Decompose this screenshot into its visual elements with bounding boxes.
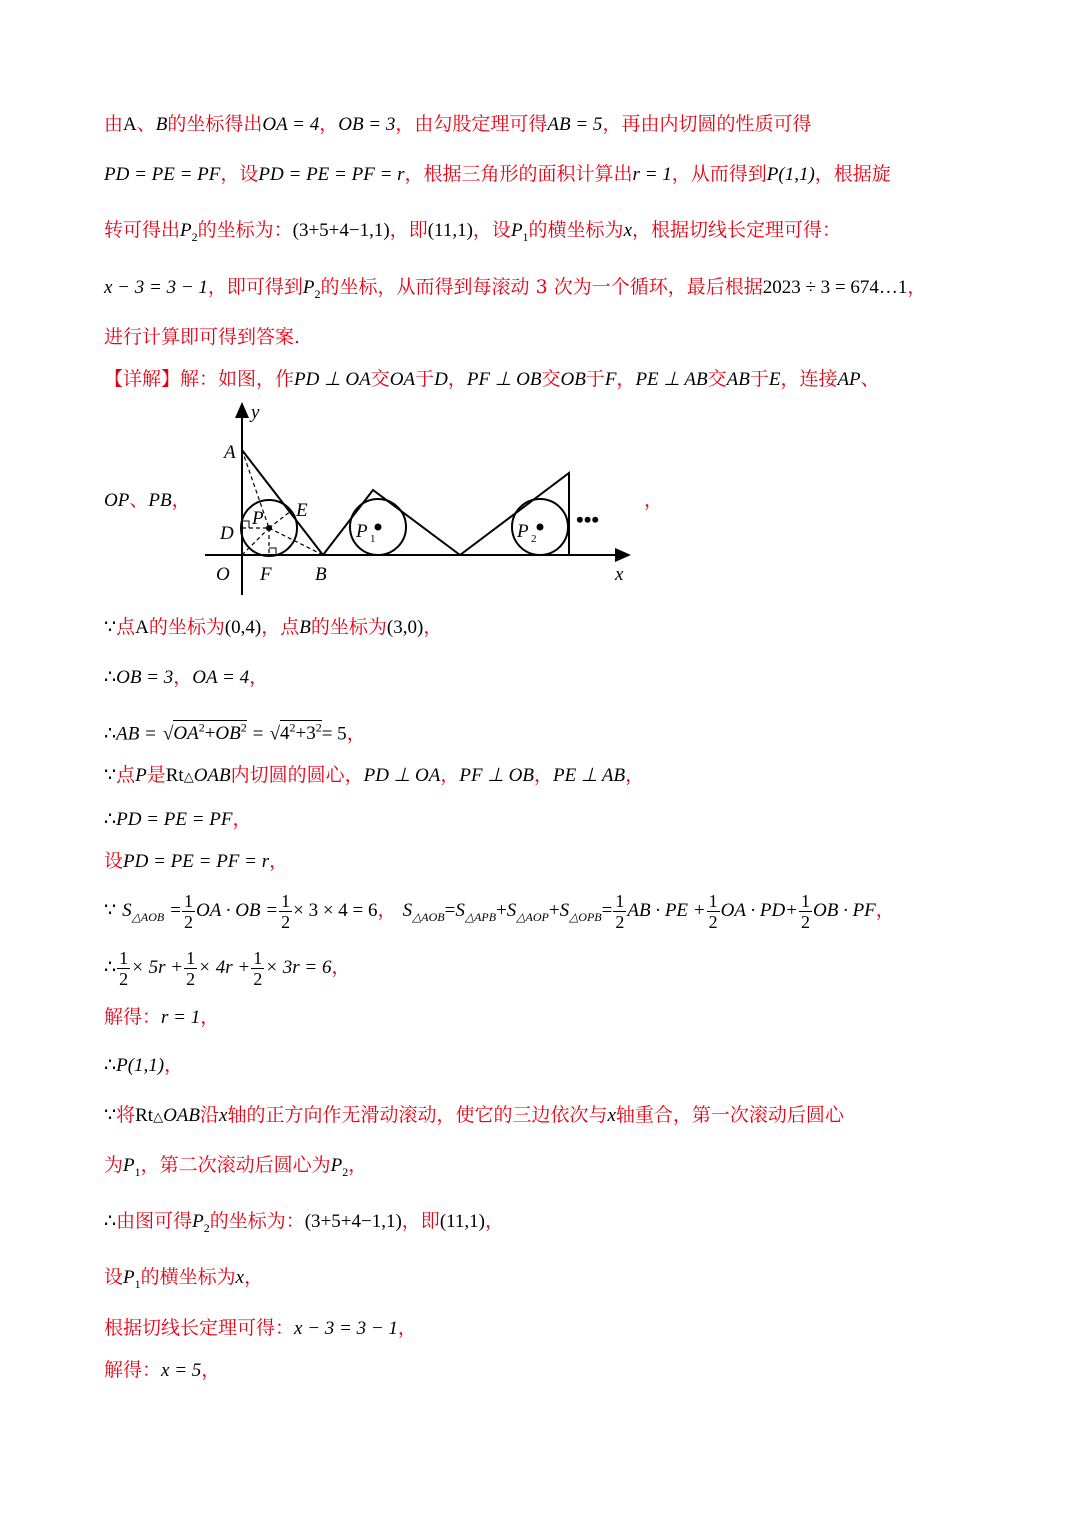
math: PD = PE = PF bbox=[116, 809, 233, 830]
subscript: 2 bbox=[342, 1164, 349, 1179]
text: ，再由内切圆的性质可得 bbox=[602, 113, 812, 135]
denominator: 2 bbox=[119, 968, 129, 989]
numerator: 1 bbox=[801, 890, 810, 911]
text: 转可得出 bbox=[104, 219, 181, 241]
text: 的横坐标为 bbox=[140, 1266, 236, 1288]
text: 的坐标，从而得到每滚动 3 次为一个循环，最后根据 bbox=[320, 276, 763, 298]
text: ， bbox=[249, 666, 269, 688]
math: + bbox=[496, 900, 507, 921]
label-x: x bbox=[615, 564, 624, 585]
text: 的坐标得出 bbox=[167, 113, 263, 135]
therefore: ∴ bbox=[104, 1211, 117, 1232]
therefore: ∴ bbox=[104, 667, 117, 688]
segment-pe bbox=[269, 511, 291, 528]
text: ，设 bbox=[472, 219, 511, 241]
text: ， bbox=[485, 1210, 505, 1232]
therefore: ∴ bbox=[104, 957, 117, 978]
center-p bbox=[266, 525, 272, 531]
math: E bbox=[768, 369, 781, 390]
text: ，根据切线长定理可得： bbox=[632, 219, 842, 241]
math-ob: OB = 3 bbox=[338, 114, 396, 135]
label-a: A bbox=[224, 442, 236, 463]
math: PE ⊥ AB bbox=[635, 369, 708, 390]
numerator: 1 bbox=[708, 890, 718, 911]
numerator: 1 bbox=[119, 947, 129, 968]
subscript: 1 bbox=[522, 229, 529, 244]
numerator: 1 bbox=[615, 890, 625, 911]
math: OA bbox=[389, 369, 416, 390]
step-9 bbox=[104, 1005, 219, 1030]
text: 解得： bbox=[104, 1359, 162, 1381]
text: ， bbox=[348, 1154, 368, 1176]
text: 点 bbox=[116, 616, 136, 638]
text: ， bbox=[164, 1054, 184, 1076]
fraction bbox=[184, 948, 197, 989]
point-b: B bbox=[155, 114, 168, 135]
text: 由 bbox=[104, 113, 124, 135]
analysis-line-5: 进行计算即可得到答案. bbox=[104, 326, 301, 348]
math-ab: AB = 5 bbox=[547, 114, 603, 135]
math: S bbox=[455, 900, 465, 921]
label-p: P bbox=[252, 508, 264, 529]
text: ， bbox=[232, 808, 252, 830]
text: ， bbox=[533, 764, 553, 786]
math: OA = 4 bbox=[192, 667, 250, 688]
right-angle-d bbox=[242, 521, 249, 528]
text: ， bbox=[200, 1006, 220, 1028]
math: AB = bbox=[116, 723, 157, 745]
label-p2: P bbox=[517, 521, 529, 542]
math: PD = PE = PF = r bbox=[123, 851, 270, 872]
text: 、 bbox=[129, 489, 149, 511]
label-p2-sub: 2 bbox=[531, 533, 537, 545]
math: P bbox=[123, 1155, 135, 1176]
subscript: 1 bbox=[134, 1276, 141, 1291]
math: × 5r + bbox=[131, 957, 184, 978]
subscript: 1 bbox=[134, 1164, 141, 1179]
step-7 bbox=[104, 887, 895, 940]
text: ， bbox=[201, 1359, 221, 1381]
math: r = 1 bbox=[632, 164, 672, 185]
math: P bbox=[180, 220, 192, 241]
label-b: B bbox=[315, 564, 327, 585]
math: PD ⊥ OA bbox=[363, 765, 441, 786]
math: x = 5 bbox=[161, 1360, 202, 1381]
math: x bbox=[607, 1105, 616, 1126]
subscript: △APB bbox=[464, 909, 497, 924]
numerator: 1 bbox=[253, 947, 263, 968]
because: ∵ bbox=[104, 1105, 117, 1126]
analysis-line-2 bbox=[104, 162, 891, 187]
text: 的坐标为： bbox=[209, 1210, 305, 1232]
text: ，第二次滚动后圆心为 bbox=[140, 1154, 331, 1176]
math: P bbox=[135, 765, 147, 786]
math: PD ⊥ OA bbox=[294, 369, 371, 390]
math: S bbox=[402, 900, 413, 921]
fraction bbox=[799, 891, 812, 932]
text: 的横坐标为 bbox=[528, 219, 624, 241]
math: F bbox=[604, 369, 617, 390]
step-13 bbox=[104, 1209, 504, 1240]
math: x − 3 = 3 − 1 bbox=[294, 1318, 398, 1339]
text: ， bbox=[269, 850, 289, 872]
step-11 bbox=[104, 1103, 844, 1129]
text: 设 bbox=[104, 850, 124, 872]
math-oa: OA = 4 bbox=[262, 114, 320, 135]
because: ∵ bbox=[104, 617, 117, 638]
text: ，从而得到 bbox=[671, 163, 767, 185]
text: 是 bbox=[146, 764, 166, 786]
subscript: 2 bbox=[191, 229, 198, 244]
math: PF ⊥ OB bbox=[466, 369, 542, 390]
math: OAB bbox=[163, 1105, 200, 1126]
subscript: 2 bbox=[203, 1220, 210, 1235]
because: ∵ bbox=[104, 765, 117, 786]
text: ， bbox=[171, 489, 191, 511]
math: OA · PD+ bbox=[720, 900, 798, 921]
text: ， bbox=[319, 113, 339, 135]
math: × 3 × 4 = 6 bbox=[293, 900, 378, 921]
denominator: 2 bbox=[801, 911, 810, 932]
text: ，由勾股定理可得 bbox=[395, 113, 548, 135]
text: ， bbox=[244, 1266, 264, 1288]
fraction bbox=[613, 891, 626, 932]
math-op: OP bbox=[104, 490, 130, 511]
math: P bbox=[123, 1267, 135, 1288]
label-o: O bbox=[216, 564, 230, 585]
subscript: △OPB bbox=[569, 909, 602, 924]
math: Rt bbox=[165, 765, 184, 786]
detail-after-figure bbox=[104, 488, 191, 513]
math: x bbox=[623, 220, 632, 241]
text: ，即可得到 bbox=[207, 276, 303, 298]
math: + bbox=[295, 723, 307, 745]
numerator: 1 bbox=[183, 890, 193, 911]
math: OB bbox=[560, 369, 586, 390]
math: PE ⊥ AB bbox=[552, 765, 626, 786]
math: Rt bbox=[135, 1105, 154, 1126]
text: ，设 bbox=[220, 163, 259, 185]
math: OAB bbox=[193, 765, 231, 786]
text: 于 bbox=[749, 368, 769, 390]
label-ellipsis: ••• bbox=[576, 507, 600, 532]
math: B bbox=[299, 617, 311, 638]
step-5 bbox=[104, 807, 252, 832]
text: 将 bbox=[116, 1104, 136, 1126]
fraction bbox=[279, 891, 292, 932]
geometry-figure bbox=[195, 400, 640, 600]
math: 2023 ÷ 3 = 674…1 bbox=[762, 277, 908, 298]
text: 于 bbox=[585, 368, 605, 390]
text: ， bbox=[377, 899, 397, 921]
math: D bbox=[434, 369, 448, 390]
right-angle-f bbox=[269, 548, 276, 555]
fraction bbox=[707, 891, 720, 932]
math: 3 bbox=[306, 723, 316, 745]
text: ， bbox=[173, 666, 193, 688]
step-14 bbox=[104, 1265, 263, 1296]
text: 解得： bbox=[104, 1006, 162, 1028]
math: = bbox=[601, 900, 613, 921]
text: 的坐标为 bbox=[148, 616, 225, 638]
math: P(1,1) bbox=[766, 164, 815, 185]
math: (3,0) bbox=[386, 617, 424, 638]
text: 交 bbox=[370, 368, 390, 390]
detail-line-1 bbox=[104, 367, 880, 392]
point-a: A bbox=[123, 114, 137, 135]
superscript: 2 bbox=[315, 721, 322, 735]
label-y: y bbox=[251, 402, 260, 423]
text: ， bbox=[625, 764, 645, 786]
denominator: 2 bbox=[253, 968, 263, 989]
text: ，即 bbox=[401, 1210, 440, 1232]
math: OB bbox=[215, 723, 241, 745]
math: S bbox=[506, 900, 517, 921]
math: (11,1) bbox=[427, 220, 473, 241]
math: P(1,1) bbox=[116, 1055, 165, 1076]
triangle-rolled-1 bbox=[323, 490, 460, 555]
math: (3+5+4−1,1) bbox=[292, 220, 390, 241]
math: = bbox=[444, 900, 456, 921]
because: ∵ bbox=[104, 900, 117, 921]
triangle-symbol: △ bbox=[183, 769, 194, 784]
text: ， bbox=[875, 899, 895, 921]
x-arrowhead bbox=[615, 548, 631, 562]
denominator: 2 bbox=[183, 911, 193, 932]
text: 的坐标为 bbox=[310, 616, 387, 638]
math: + bbox=[548, 900, 560, 921]
label-e: E bbox=[296, 500, 308, 521]
fraction bbox=[117, 948, 130, 989]
math: PD = PE = PF = r bbox=[258, 164, 405, 185]
therefore: ∴ bbox=[104, 1055, 117, 1076]
denominator: 2 bbox=[708, 911, 718, 932]
step-15 bbox=[104, 1316, 417, 1341]
math: S bbox=[559, 900, 570, 921]
triangle-symbol: △ bbox=[153, 1109, 164, 1124]
math: A bbox=[135, 617, 149, 638]
math-pb: PB bbox=[148, 490, 172, 511]
text: 设 bbox=[104, 1266, 124, 1288]
subscript: △AOB bbox=[412, 909, 445, 924]
text: 根据切线长定理可得： bbox=[104, 1317, 295, 1339]
math: AB bbox=[726, 369, 750, 390]
numerator: 1 bbox=[281, 890, 291, 911]
text: ， bbox=[616, 368, 636, 390]
math: (3+5+4−1,1) bbox=[304, 1211, 402, 1232]
text: 为 bbox=[104, 1154, 124, 1176]
math: + bbox=[204, 723, 216, 745]
therefore: ∴ bbox=[104, 723, 117, 745]
analysis-line-4 bbox=[104, 275, 926, 306]
text: ， bbox=[331, 956, 351, 978]
math: AB · PE + bbox=[627, 900, 706, 921]
step-1 bbox=[104, 615, 442, 640]
math: x bbox=[235, 1267, 245, 1288]
math: S bbox=[122, 900, 132, 921]
label-d: D bbox=[220, 523, 234, 544]
math: OB = 3 bbox=[116, 667, 174, 688]
figure-trailing-comma: ， bbox=[644, 489, 664, 511]
math: OA bbox=[173, 723, 199, 745]
step-2 bbox=[104, 665, 268, 690]
text: ，点 bbox=[261, 616, 300, 638]
superscript: 2 bbox=[240, 721, 247, 735]
text: 轴的正方向作无滑动滚动，使它的三边依次与 bbox=[227, 1104, 608, 1126]
text: ， bbox=[447, 368, 467, 390]
text: 、 bbox=[136, 113, 156, 135]
text: 点 bbox=[116, 764, 136, 786]
math: = bbox=[170, 900, 181, 921]
math: = bbox=[252, 723, 264, 745]
analysis-line-3 bbox=[104, 218, 841, 249]
math: OB · PF bbox=[813, 900, 876, 921]
therefore: ∴ bbox=[104, 809, 117, 830]
math: PF ⊥ OB bbox=[459, 765, 534, 786]
denominator: 2 bbox=[615, 911, 625, 932]
text: ，连接 bbox=[780, 368, 838, 390]
label-f: F bbox=[260, 564, 272, 585]
analysis-line-1 bbox=[104, 112, 811, 137]
subscript: △AOB bbox=[131, 909, 165, 924]
text: 沿 bbox=[200, 1104, 220, 1126]
fraction bbox=[251, 948, 264, 989]
math: P bbox=[192, 1211, 204, 1232]
math: OA · OB = bbox=[195, 900, 279, 921]
text: ， bbox=[907, 276, 927, 298]
text: 由图可得 bbox=[116, 1210, 193, 1232]
text: 的坐标为： bbox=[197, 219, 293, 241]
math: x − 3 = 3 − 1 bbox=[104, 277, 208, 298]
text: 内切圆的圆心， bbox=[230, 764, 364, 786]
center-p2 bbox=[537, 524, 544, 531]
math: × 4r + bbox=[198, 957, 251, 978]
step-16 bbox=[104, 1358, 220, 1383]
text: ， bbox=[440, 764, 460, 786]
text: 交 bbox=[541, 368, 561, 390]
step-4 bbox=[104, 763, 644, 789]
text: ，根据三角形的面积计算出 bbox=[404, 163, 633, 185]
math: r = 1 bbox=[161, 1007, 201, 1028]
denominator: 2 bbox=[281, 911, 291, 932]
math: (0,4) bbox=[224, 617, 262, 638]
math: P bbox=[302, 277, 315, 298]
text: ， bbox=[397, 1317, 417, 1339]
step-3: ∴AB = $√OA^2+OB^2 = √4^2+3^2= 5$， bbox=[104, 721, 366, 745]
text: 、 bbox=[860, 368, 880, 390]
math: 4 bbox=[280, 723, 290, 745]
subscript: △AOP bbox=[516, 909, 549, 924]
step-12 bbox=[104, 1153, 367, 1184]
text: 于 bbox=[415, 368, 435, 390]
fraction bbox=[182, 891, 195, 932]
step-6 bbox=[104, 849, 288, 874]
text: ， bbox=[346, 722, 366, 745]
math: x bbox=[219, 1105, 228, 1126]
text: 交 bbox=[707, 368, 727, 390]
math: P bbox=[330, 1155, 343, 1176]
denominator: 2 bbox=[186, 968, 196, 989]
math: = 5 bbox=[321, 723, 347, 745]
step-10 bbox=[104, 1053, 183, 1078]
label-p1: P bbox=[356, 521, 368, 542]
superscript: 2 bbox=[289, 721, 296, 735]
text: ， bbox=[423, 616, 443, 638]
text: 轴重合，第一次滚动后圆心 bbox=[615, 1104, 844, 1126]
step-8 bbox=[104, 944, 351, 991]
text: ，即 bbox=[389, 219, 428, 241]
math: × 3r = 6 bbox=[265, 957, 332, 978]
text: 解：如图，作 bbox=[180, 368, 295, 390]
math: AP bbox=[837, 369, 861, 390]
text: ，根据旋 bbox=[814, 163, 891, 185]
detail-bracket: 【详解】 bbox=[104, 368, 181, 390]
math: PD = PE = PF bbox=[104, 164, 221, 185]
math: P bbox=[510, 220, 523, 241]
numerator: 1 bbox=[186, 947, 196, 968]
label-p1-sub: 1 bbox=[370, 533, 376, 545]
math: (11,1) bbox=[439, 1211, 486, 1232]
y-arrowhead bbox=[235, 402, 249, 418]
center-p1 bbox=[375, 524, 382, 531]
segment-op bbox=[242, 528, 269, 555]
superscript: 2 bbox=[198, 721, 205, 735]
subscript: 2 bbox=[314, 286, 321, 301]
